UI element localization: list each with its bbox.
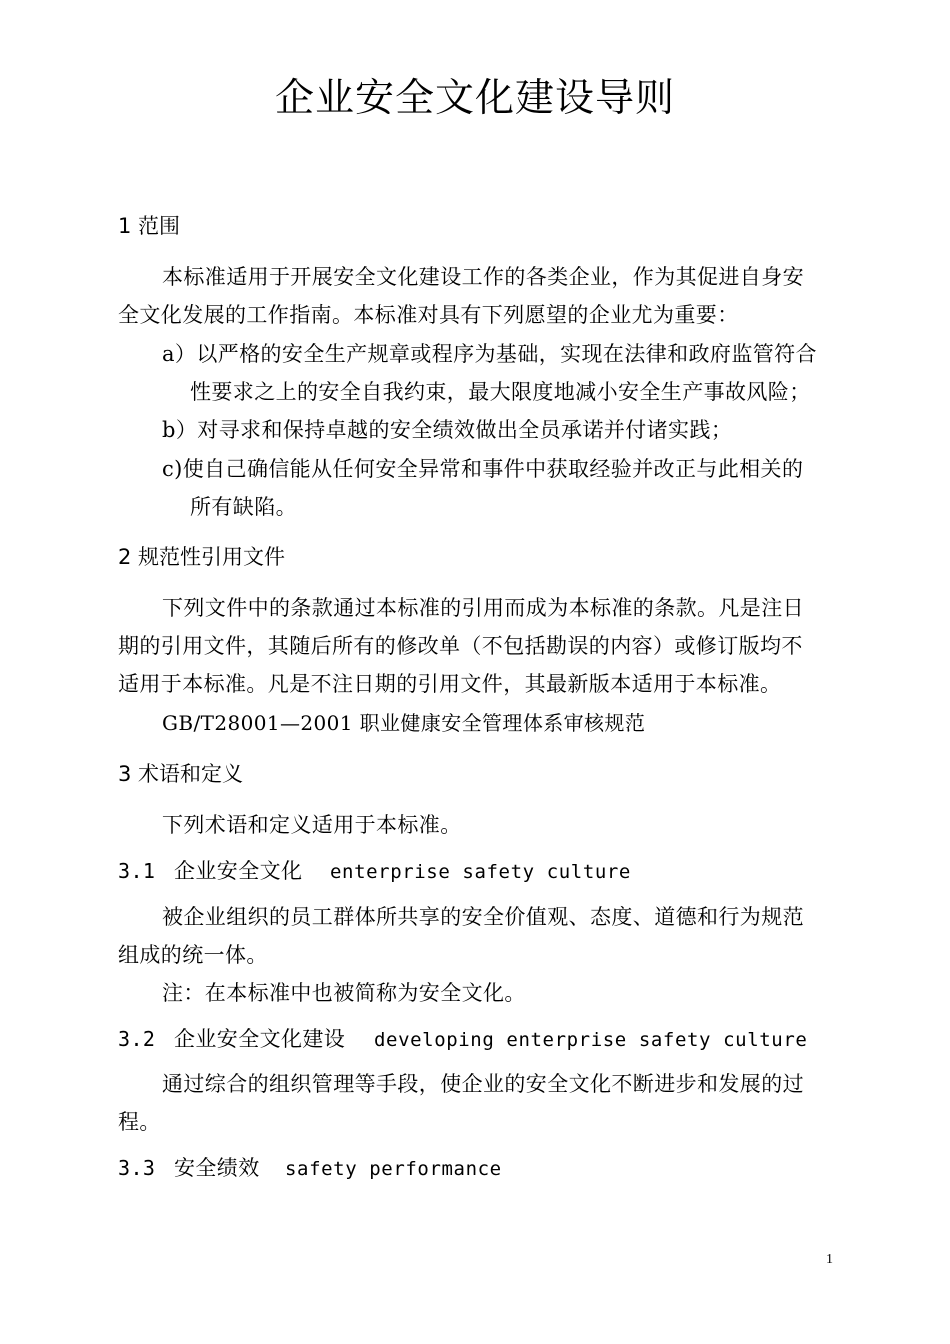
section-1-paragraph-line-1: 本标准适用于开展安全文化建设工作的各类企业，作为其促进自身安 bbox=[162, 265, 804, 289]
section-1-heading: 1 范围 bbox=[118, 214, 181, 238]
list-item-c-line-2: 所有缺陷。 bbox=[190, 495, 297, 519]
list-item-c-line-1: c)使自己确信能从任何安全异常和事件中获取经验并改正与此相关的 bbox=[162, 457, 804, 481]
document-title: 企业安全文化建设导则 bbox=[274, 76, 675, 121]
term-3-2-english: developing enterprise safety culture bbox=[374, 1029, 808, 1051]
normative-reference: GB/T28001—2001 职业健康安全管理体系审核规范 bbox=[162, 711, 646, 735]
term-3-3-chinese: 安全绩效 bbox=[174, 1156, 260, 1180]
section-2-paragraph-line-3: 适用于本标准。凡是不注日期的引用文件，其最新版本适用于本标准。 bbox=[118, 672, 782, 696]
term-3-1-number: 3.1 bbox=[118, 859, 156, 883]
section-1-paragraph-line-2: 全文化发展的工作指南。本标准对具有下列愿望的企业尤为重要： bbox=[118, 303, 739, 327]
list-item-a-line-1: a）以严格的安全生产规章或程序为基础，实现在法律和政府监管符合 bbox=[162, 342, 817, 366]
section-2-paragraph-line-1: 下列文件中的条款通过本标准的引用而成为本标准的条款。凡是注日 bbox=[162, 596, 804, 620]
term-3-2-definition-line-1: 通过综合的组织管理等手段，使企业的安全文化不断进步和发展的过 bbox=[162, 1072, 804, 1096]
list-item-a-line-2: 性要求之上的安全自我约束，最大限度地减小安全生产事故风险； bbox=[190, 380, 811, 404]
section-2-heading: 2 规范性引用文件 bbox=[118, 545, 286, 569]
term-3-1-definition-line-1: 被企业组织的员工群体所共享的安全价值观、态度、道德和行为规范 bbox=[162, 905, 804, 929]
section-3-intro: 下列术语和定义适用于本标准。 bbox=[162, 813, 462, 837]
section-2-paragraph-line-2: 期的引用文件，其随后所有的修改单（不包括勘误的内容）或修订版均不 bbox=[118, 634, 803, 658]
term-3-3-english: safety performance bbox=[285, 1158, 502, 1180]
term-3-1-note: 注：在本标准中也被简称为安全文化。 bbox=[162, 981, 526, 1005]
term-3-1-chinese: 企业安全文化 bbox=[174, 859, 303, 883]
list-item-b-line-1: b）对寻求和保持卓越的安全绩效做出全员承诺并付诸实践； bbox=[162, 418, 733, 442]
page-number: 1 bbox=[826, 1252, 833, 1267]
term-3-2-number: 3.2 bbox=[118, 1027, 156, 1051]
term-3-1-definition-line-2: 组成的统一体。 bbox=[118, 943, 268, 967]
term-3-2-chinese: 企业安全文化建设 bbox=[174, 1027, 346, 1051]
term-3-3-number: 3.3 bbox=[118, 1156, 156, 1180]
section-3-heading: 3 术语和定义 bbox=[118, 762, 244, 786]
term-3-2-definition-line-2: 程。 bbox=[118, 1110, 161, 1134]
term-3-1-english: enterprise safety culture bbox=[330, 861, 631, 883]
